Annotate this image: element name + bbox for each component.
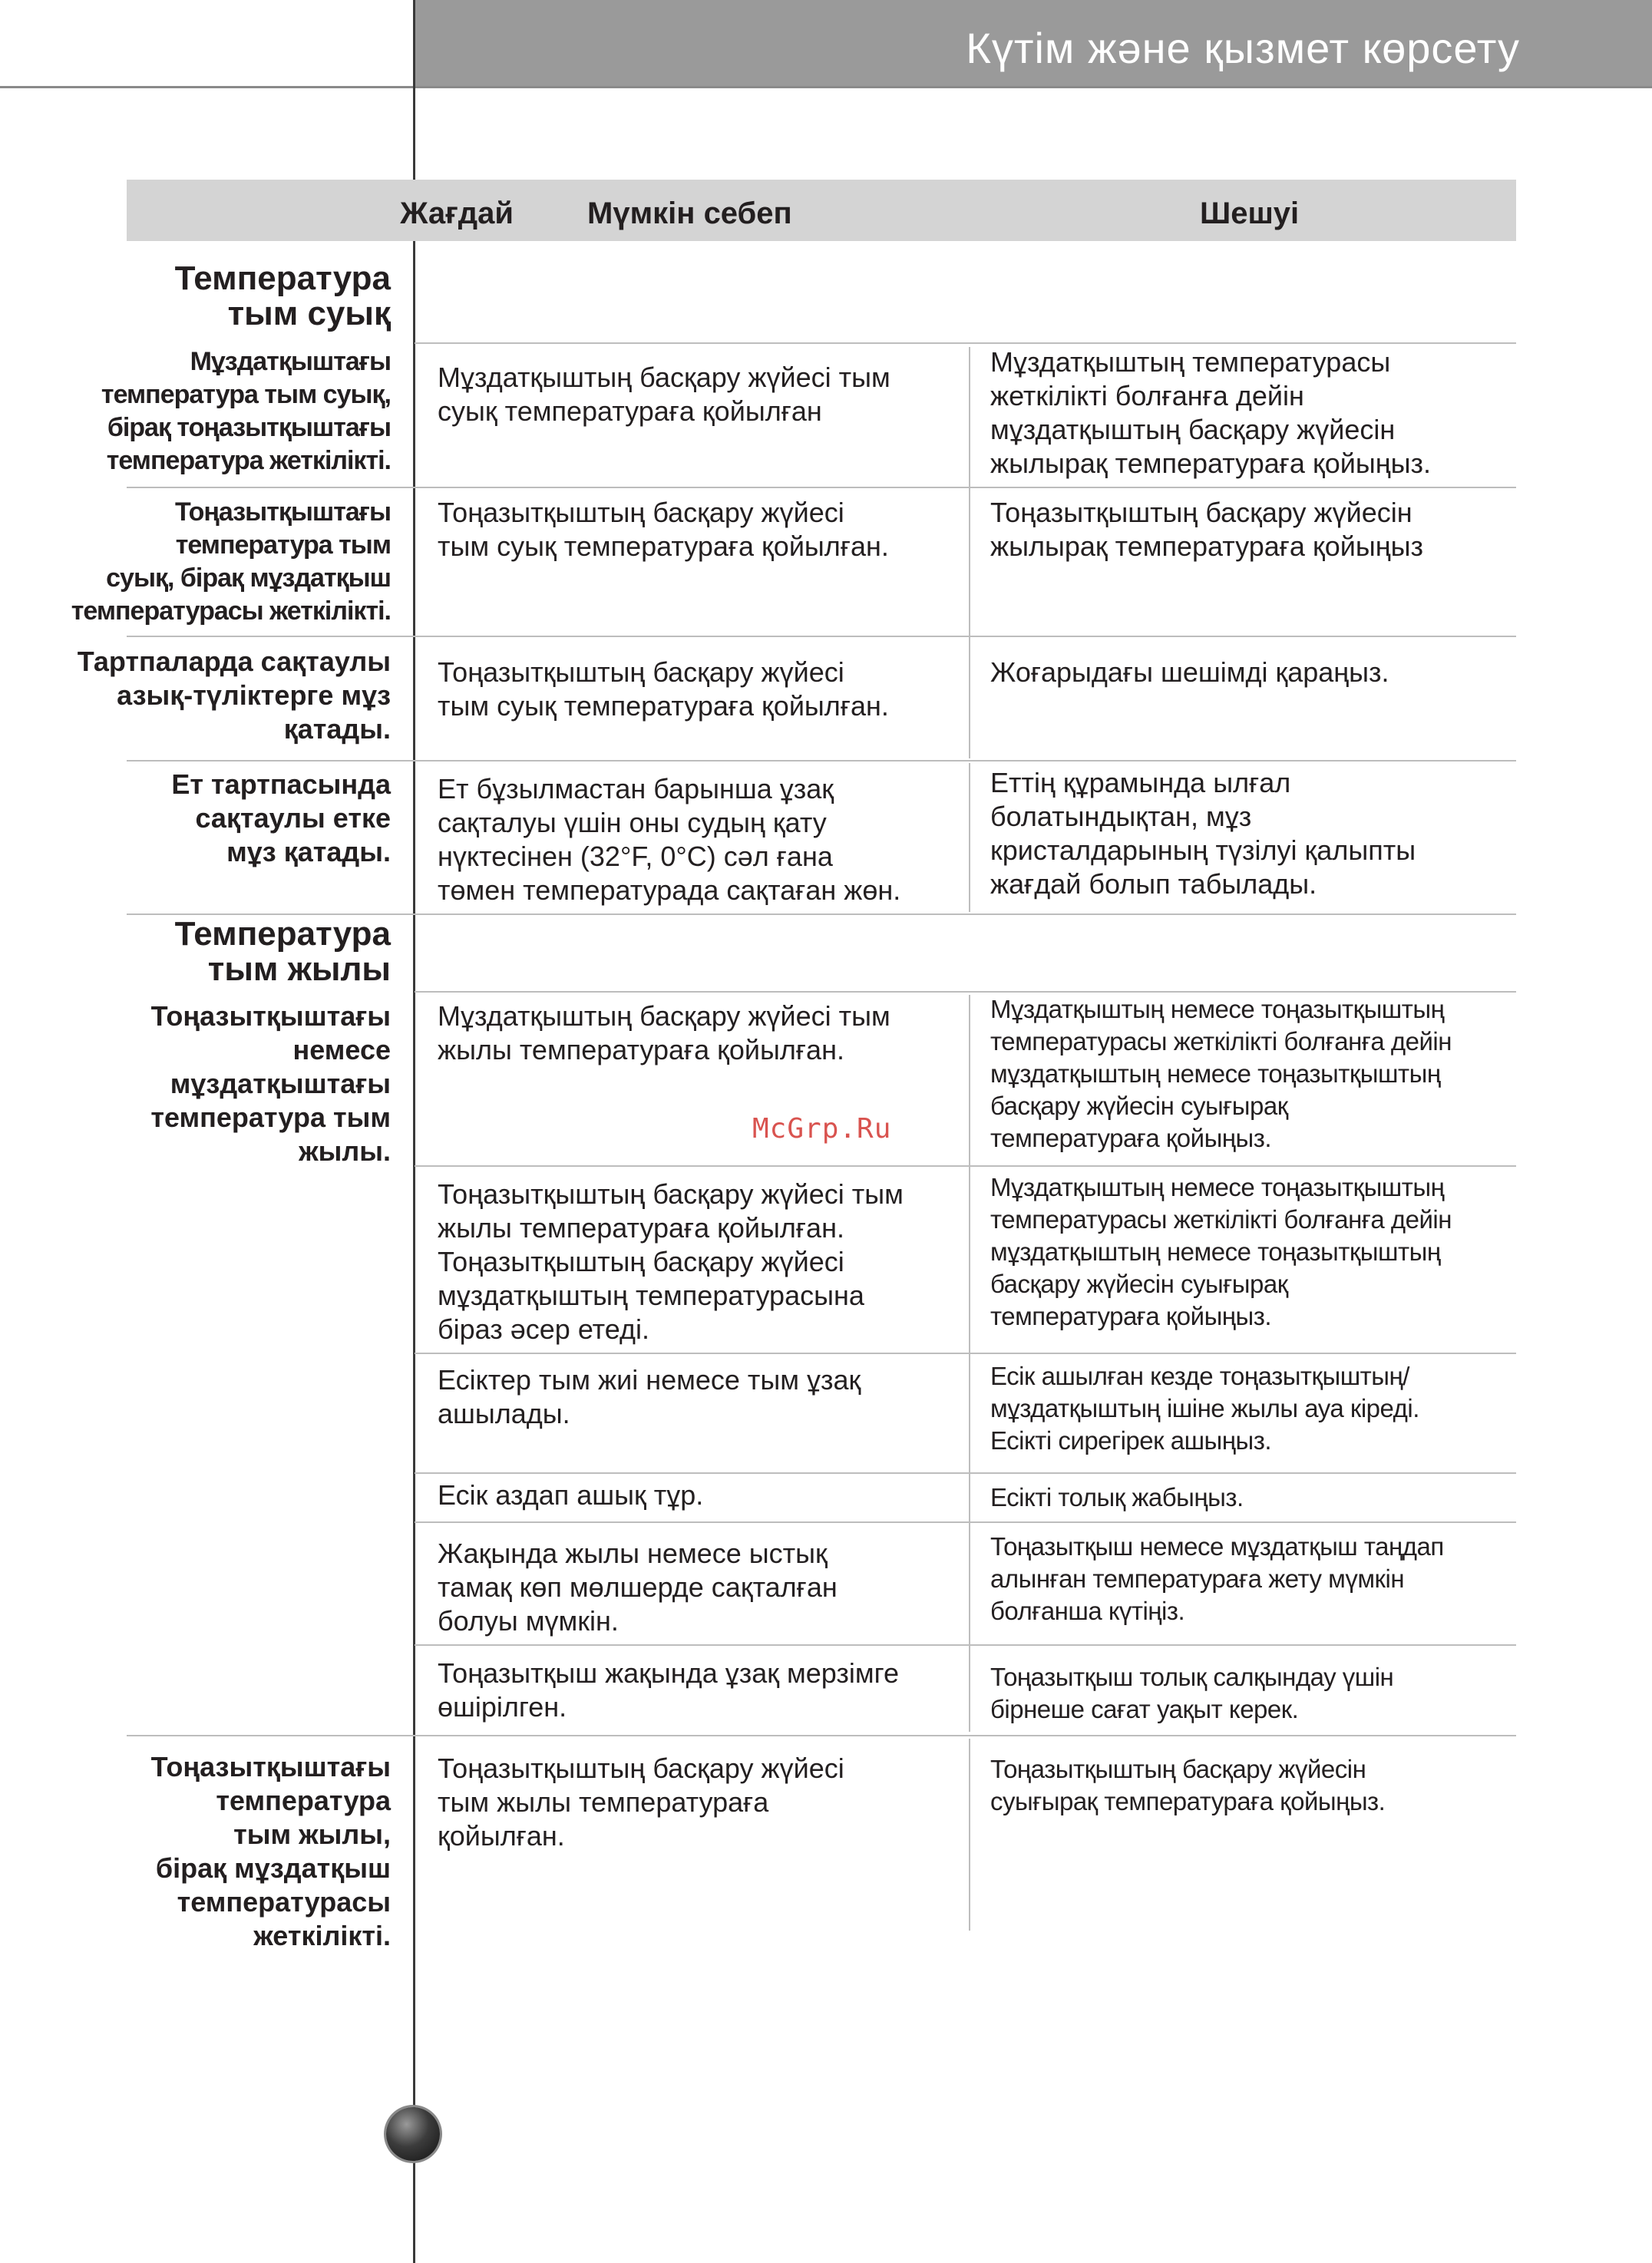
solution-cell: Жоғарыдағы шешімді қараңыз. bbox=[990, 656, 1389, 688]
cause-cell: Есік аздап ашық тұр. bbox=[438, 1479, 704, 1511]
row-divider bbox=[415, 1353, 1516, 1354]
cause-cell: Ет бұзылмастан барынша ұзақ сақталуы үшін оны судың қату нүктесінен (32°F, 0°C) сәл ғана төмен температурада сақтаған жөн. bbox=[438, 773, 901, 906]
solution-cell: Мұздатқыштың немесе тоңазытқыштың температурасы жеткілікті болғанға дейін мұздатқыштың немесе тоңазытқыштың басқару жүйесін суығырақ температурағa қойыңыз. bbox=[990, 995, 1452, 1152]
row-divider bbox=[415, 342, 1516, 344]
margin-rule bbox=[413, 0, 415, 2263]
row-divider bbox=[127, 487, 1516, 488]
condition-cell: Тоңазытқыштағы температура тым жылы, бірақ мұздатқыш температурасы жеткілікті. bbox=[150, 1751, 391, 1951]
table-header bbox=[127, 180, 1516, 241]
column-header-condition: Жағдай bbox=[400, 197, 514, 230]
solution-cell: Мұздатқыштың температурасы жеткілікті болғанға дейін мұздатқыштың басқару жүйесін жылырақ температураға қойыңыз. bbox=[990, 346, 1431, 479]
row-divider bbox=[415, 1472, 1516, 1474]
column-divider bbox=[969, 763, 970, 912]
cause-cell: Тоңазытқыш жақында ұзақ мерзімге өшірілген. bbox=[438, 1657, 899, 1723]
page-marker-icon bbox=[386, 2107, 440, 2161]
cause-cell: Тоңазытқыштың басқару жүйесі тым жылы температураға қойылған. Тоңазытқыштың басқару жүйесі мұздатқыштың температурасына біраз әсер етеді. bbox=[438, 1178, 904, 1345]
row-divider bbox=[127, 1735, 1516, 1736]
solution-cell: Есік ашылған кезде тоңазытқыштың/ мұздатқыштың ішіне жылы ауа кіреді. Есікті сирегірек ашыңыз. bbox=[990, 1362, 1419, 1455]
cause-cell: Тоңазытқыштың басқару жүйесі тым суық температураға қойылған. bbox=[438, 497, 889, 562]
column-header-solution: Шешуі bbox=[1200, 197, 1300, 230]
solution-cell: Тоңазытқыш толық салқындау үшін бірнеше сағат уақыт керек. bbox=[990, 1663, 1394, 1723]
header-rule bbox=[0, 86, 1652, 88]
solution-cell: Тоңазытқыштың басқару жүйесін суығырақ температураға қойыңыз. bbox=[990, 1755, 1386, 1815]
solution-cell: Тоңазытқыштың басқару жүйесін жылырақ температураға қойыңыз bbox=[990, 497, 1423, 562]
solution-cell: Тоңазытқыш немесе мұздатқыш таңдап алынған температураға жету мүмкін болғанша күтіңіз. bbox=[990, 1532, 1444, 1625]
cause-cell: Мұздатқыштың басқару жүйесі тым жылы температураға қойылған. bbox=[438, 1000, 890, 1065]
cause-cell: Тоңазытқыштың басқару жүйесі тым жылы температураға қойылған. bbox=[438, 1753, 844, 1852]
watermark: McGrp.Ru bbox=[752, 1113, 892, 1145]
row-divider bbox=[415, 1644, 1516, 1646]
column-divider bbox=[969, 347, 970, 758]
condition-cell: Тартпаларда сақтаулы азық-түліктерге мұз қатады. bbox=[77, 646, 391, 745]
cause-cell: Есіктер тым жиі немесе тым ұзақ ашылады. bbox=[438, 1364, 861, 1429]
condition-cell: Мұздатқыштағы температура тым суық, бірақ тоңазытқыштағы температура жеткілікті. bbox=[101, 347, 391, 475]
row-divider bbox=[127, 760, 1516, 761]
row-divider bbox=[127, 636, 1516, 637]
cause-cell: Тоңазытқыштың басқару жүйесі тым суық температураға қойылған. bbox=[438, 656, 889, 722]
solution-cell: Мұздатқыштың немесе тоңазытқыштың температурасы жеткілікті болғанға дейін мұздатқыштың немесе тоңазытқыштың басқару жүйесін суығырақ температурағa қойыңыз. bbox=[990, 1173, 1452, 1330]
column-divider bbox=[969, 1739, 970, 1931]
condition-cell: Тоңазытқыштағы немесе мұздатқыштағы температура тым жылы. bbox=[150, 1000, 391, 1167]
row-divider bbox=[415, 991, 1516, 993]
cause-cell: Жақында жылы немесе ыстық тамақ көп мөлшерде сақталған болуы мүмкін. bbox=[438, 1538, 838, 1637]
row-divider bbox=[415, 1165, 1516, 1167]
solution-cell: Еттің құрамында ылғал болатындықтан, мұз кристалдарының түзілуі қалыпты жағдай болып табылады. bbox=[990, 767, 1416, 900]
header-bar bbox=[415, 0, 1652, 86]
section-title-too-warm: Температура тым жылы bbox=[174, 915, 391, 988]
column-divider bbox=[969, 995, 970, 1732]
condition-cell: Тоңазытқыштағы температура тым суық, бірақ мұздатқыш температурасы жеткілікті. bbox=[71, 497, 391, 626]
condition-cell: Ет тартпасында сақтаулы етке мұз қатады. bbox=[171, 768, 391, 867]
solution-cell: Есікті толық жабыңыз. bbox=[990, 1483, 1244, 1511]
row-divider bbox=[415, 1521, 1516, 1523]
page-title: Күтім және қызмет көрсету bbox=[966, 24, 1520, 72]
section-title-too-cold: Температура тым суық bbox=[174, 259, 391, 332]
column-header-cause: Мүмкін себеп bbox=[587, 197, 792, 230]
cause-cell: Мұздатқыштың басқару жүйесі тым суық температураға қойылған bbox=[438, 362, 890, 427]
